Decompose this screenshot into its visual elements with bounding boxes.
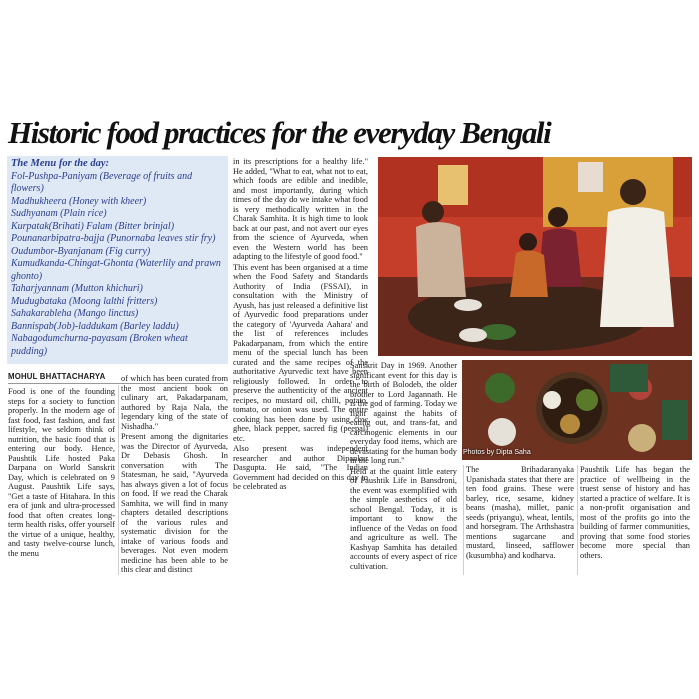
column-divider xyxy=(577,465,578,575)
article-column-5 xyxy=(466,465,574,561)
menu-item: Madhukheera (Honey with kheer) xyxy=(11,195,147,207)
article-column-1 xyxy=(8,387,115,559)
paragraph: Paushtik Life has began the practice of wellbeing in the truest sense of history and has started a practice of welfare. It is a non-profit organisation and most of the profits go into the building of farmer communities, proving that some food stories become more special than others. xyxy=(580,465,690,560)
paragraph: Food is one of the founding steps for a society to function properly. In the modern age of fast food, fast fashion, and fast lifestyle, we seldom think of nutrition, the basic food that is entering our body. Hence, Paushtik Life hosted Paka Darpana on World Sanskrit Day, which is celebrated on 9 August. Paushtik Life says, "Get a taste of Hitahara. In this era of junk and ultra-processed food that often creates long-term health risks, offer yourself the virtue of a unique, healthy, and tasty twelve-course lunch, the menu xyxy=(8,387,115,558)
article-column-2-bottom xyxy=(121,374,228,576)
event-photo xyxy=(378,157,692,356)
menu-item: Bannispab(Job)-laddukam (Barley laddu) xyxy=(11,320,179,332)
menu-item: Kurpatak(Brihati) Falam (Bitter brinjal) xyxy=(11,220,175,232)
menu-item: Nabagodumchurna-payasam (Broken wheat pudding) xyxy=(11,333,188,357)
food-photo xyxy=(462,360,692,460)
menu-title: The Menu for the day: xyxy=(11,158,109,169)
paragraph: Held at the quaint little eatery of Paushtik Life in Bansdroni, the event was exemplified with the simple aesthetics of old school Bengal. Today, it is important to know the influence of the Vedas on food and agriculture as well. The Kashyap Samhita has detailed accounts of every aspect of rice cultivation. xyxy=(350,466,457,571)
column-divider xyxy=(463,465,464,575)
event-photo-illustration xyxy=(378,157,692,356)
paragraph: of which has been curated from the most ancient book on culinary art, Pakadarpanam, authored by Raja Nala, the legendary king of the state of Nishadha." xyxy=(121,374,228,431)
photo-credit: Photos by Dipta Saha xyxy=(463,449,531,456)
menu-box xyxy=(7,156,228,364)
paragraph: Present among the dignitaries was the Director of Ayurveda, Dr Debasis Ghosh. In conversation with The Statesman, he said, "Ayurveda has always given a lot of focus on food. If we read the Charak Samhita, we will find in many chapters detailed descriptions of the various rules and systematic division for the intake of various foods and beverages. Not even modern medicine has been able to be this clear and distinct xyxy=(121,432,228,574)
article-column-2-top xyxy=(233,157,368,493)
menu-item: Pounanarbipatra-bajja (Punornaba leaves stir fry) xyxy=(11,233,216,244)
byline: MOHUL BHATTACHARYA xyxy=(8,372,106,381)
food-photo-illustration xyxy=(462,360,692,460)
column-divider xyxy=(118,385,119,575)
paragraph: The Brihadaranyaka Upanishada states that there are ten food grains. These were barley, rice, sesame, kidney beans (masha), millet, panic seeds (priyangu), wheat, lentils, and horsegram. The Arthshastra mentions sugarcane and mustard, linseed, safflower (kusumbha) and kodharva. xyxy=(466,465,574,560)
paragraph: in its prescriptions for a healthy life." He added, "What to eat, what not to eat, which foods are edible and inedible, and most importantly, during which times of the day do we intake what food is very methodically written in the Charak Samhita. It is high time to look back at our past, and not avert our eyes from the science of Ayurveda, when even the Western world has been adapting to the lifestyle of good food." xyxy=(233,157,368,261)
paragraph: This event has been organised at a time when the Food Safety and Standards Authority of India (FSSAI), in consultation with the Ministry of Ayush, has just released a definitive list of Ayurvedic food preparations under the category of 'Ayurveda Aahara' and the list of references includes Pakadarpanam, from which the entire menu of the special lunch has been curated and the same recipes of the authoritative Ayurvedic text have been religiously followed. In order to preserve the authenticity of the ancient recipes, no mustard oil, chilli, potato, tomato, or onion was used. The entire cooking has been done by using cow ghee, black pepper, sacred fig (peepal) etc. xyxy=(233,262,368,443)
menu-item: Kumudkanda-Chingat-Ghonta (Waterlily and prawn ghonto) xyxy=(11,258,221,282)
article-column-4 xyxy=(350,361,457,572)
menu-item: Fol-Pushpa-Paniyam (Beverage of fruits and flowers) xyxy=(11,170,193,194)
menu-item: Oudumbor-Byanjanam (Fig curry) xyxy=(11,245,151,257)
menu-item: Sudhyanam (Plain rice) xyxy=(11,208,107,219)
paragraph: Sanskrit Day in 1969. Another significant event for this day is the birth of Bolodeb, the older brother to Lord Jagannath. He is the god of farming. Today we fight against the habits of eating out, and trans-fat, and carcinogenic elements in our everyday food items, which are devastating for the human body in the long run." xyxy=(350,361,457,465)
menu-item: Taharjyannam (Mutton khichuri) xyxy=(11,283,143,294)
paragraph: Also present was independent researcher and author Dipankar Dasgupta. He said, "The Indian Government had decided on this day to be celebrated as xyxy=(233,444,368,491)
menu-item: Sahakarableha (Mango linctus) xyxy=(11,308,139,319)
article-column-6 xyxy=(580,465,690,561)
menu-item: Mudugbataka (Moong lalthi fritters) xyxy=(11,295,158,307)
headline: Historic food practices for the everyday Bengali xyxy=(8,115,551,150)
